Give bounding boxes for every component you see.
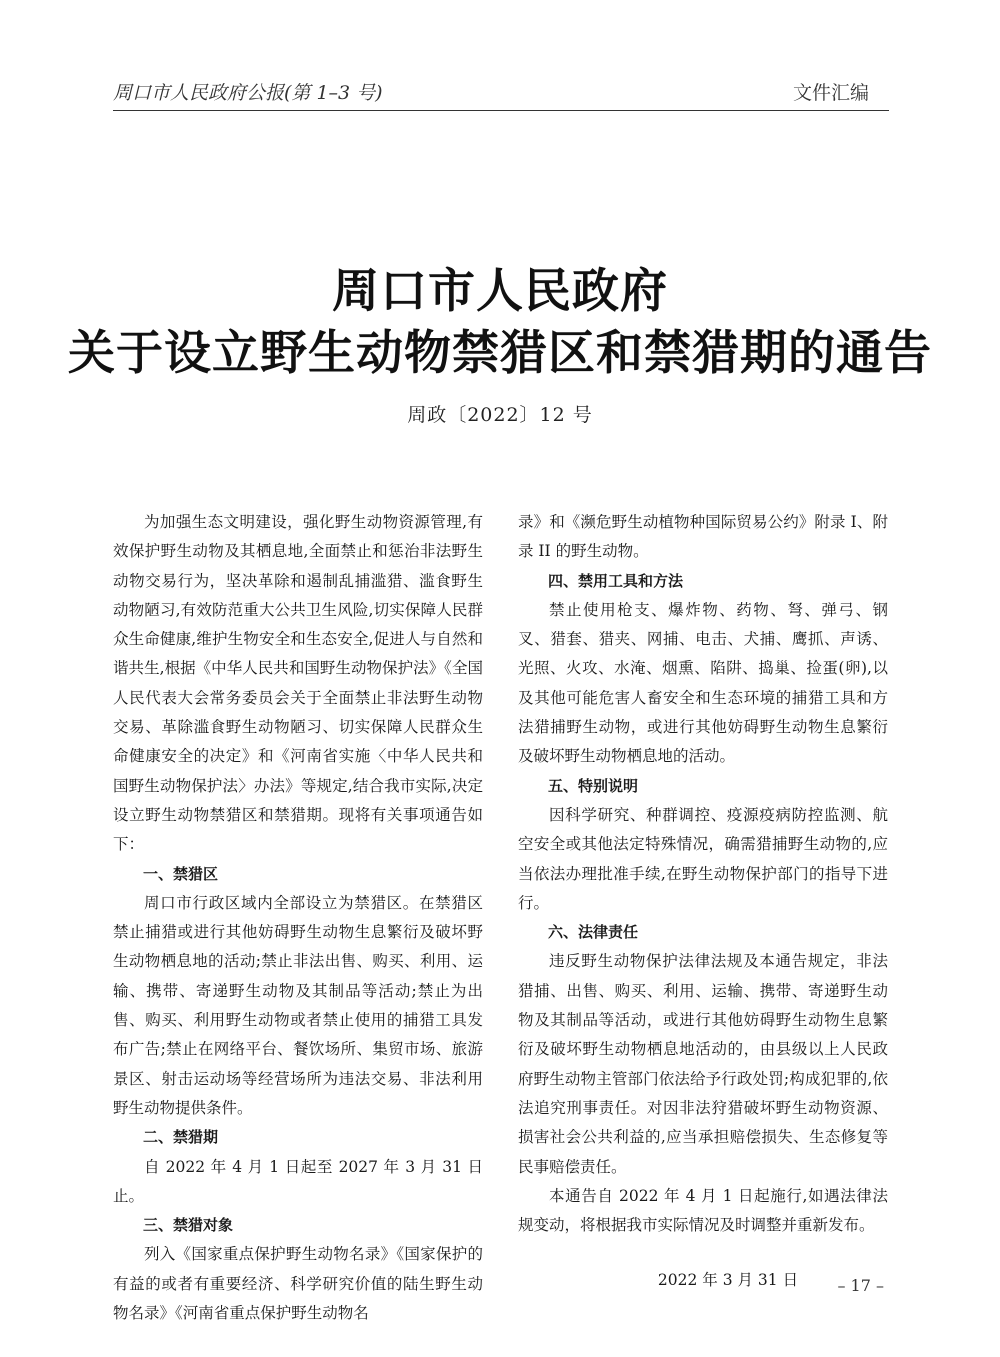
left-column [113, 508, 483, 1328]
section-text-6: 违反野生动物保护法律法规及本通告规定，非法猎捕、出售、购买、利用、运输、携带、寄递野生动物及其制品等活动，或进行其他妨碍野生动物生息繁衍及破坏野生动物栖息地活动的，由县级以上人民政府野生动物主管部门依法给予行政处罚;构成犯罪的,依法追究刑事责任。对因非法狩猎破坏野生动物资源、损害社会公共利益的,应当承担赔偿损失、生态修复等民事赔偿责任。 [518, 952, 888, 1176]
section-text-5: 因科学研究、种群调控、疫源疫病防控监测、航空安全或其他法定特殊情况，确需猎捕野生动物的,应当依法办理批准手续,在野生动物保护部门的指导下进行。 [518, 805, 888, 912]
section-text-4: 禁止使用枪支、爆炸物、药物、弩、弹弓、钢叉、猎套、猎夹、网捕、电击、犬捕、鹰抓、声诱、光照、火攻、水淹、烟熏、陷阱、捣巢、捡蛋(卵),以及其他可能危害人畜安全和生态环境的捕猎工具和方法猎捕野生动物，或进行其他妨碍野生动物生息繁衍及破坏野生动物栖息地的活动。 [518, 600, 888, 766]
publication-title: 周口市人民政府公报(第 1–3 号) [113, 82, 383, 104]
closing-paragraph: 本通告自 2022 年 4 月 1 日起施行,如遇法律法规变动，将根据我市实际情况及时调整并重新发布。 [518, 1186, 888, 1235]
section-heading-3: 三、禁猎对象 [143, 1216, 234, 1235]
document-title-line2: 关于设立野生动物禁猎区和禁猎期的通告 [68, 326, 932, 381]
document-number: 周政〔2022〕12 号 [407, 404, 593, 426]
section-text-1: 周口市行政区域内全部设立为禁猎区。在禁猎区禁止捕猎或进行其他妨碍野生动物生息繁衍及破坏野生动物栖息地的活动;禁止非法出售、购买、利用、运输、携带、寄递野生动物及其制品等活动;禁止为出售、购买、利用野生动物或者禁止使用的捕猎工具发布广告;禁止在网络平台、餐饮场所、集贸市场、旅游景区、射击运动场等经营场所为违法交易、非法利用野生动物提供条件。 [113, 893, 483, 1117]
section-text-3b: 录》和《濒危野生动植物种国际贸易公约》附录 I、附录 II 的野生动物。 [518, 513, 888, 561]
section-label: 文件汇编 [792, 82, 869, 104]
section-text-2: 自 2022 年 4 月 1 日起至 2027 年 3 月 31 日止。 [113, 1157, 483, 1205]
intro-paragraph: 为加强生态文明建设，强化野生动物资源管理,有效保护野生动物及其栖息地,全面禁止和惩治非法野生动物交易行为，坚决革除和遏制乱捕滥猎、滥食野生动物陋习,有效防范重大公共卫生风险,切实保障人民群众生命健康,维护生物安全和生态安全,促进人与自然和谐共生,根据《中华人民共和国野生动物保护法》《全国人民代表大会常务委员会关于全面禁止非法野生动物交易、革除滥食野生动物陋习、切实保障人民群众生命健康安全的决定》和《河南省实施〈中华人民共和国野生动物保护法〉办法》等规定,结合我市实际,决定设立野生动物禁猎区和禁猎期。现将有关事项通告如下： [113, 513, 483, 854]
section-heading-5: 五、特别说明 [548, 776, 639, 795]
issue-date: 2022 年 3 月 31 日 [657, 1271, 799, 1290]
page-number: – 17 – [837, 1276, 884, 1295]
running-header [113, 74, 889, 111]
section-heading-2: 二、禁猎期 [143, 1128, 219, 1147]
section-heading-6: 六、法律责任 [548, 923, 639, 942]
right-column [518, 508, 888, 1296]
document-title-line1: 周口市人民政府 [332, 264, 668, 319]
section-heading-4: 四、禁用工具和方法 [548, 571, 684, 590]
section-heading-1: 一、禁猎区 [143, 864, 219, 883]
section-text-3a: 列入《国家重点保护野生动物名录》《国家保护的有益的或者有重要经济、科学研究价值的陆生野生动物名录》《河南省重点保护野生动物名 [113, 1245, 483, 1323]
